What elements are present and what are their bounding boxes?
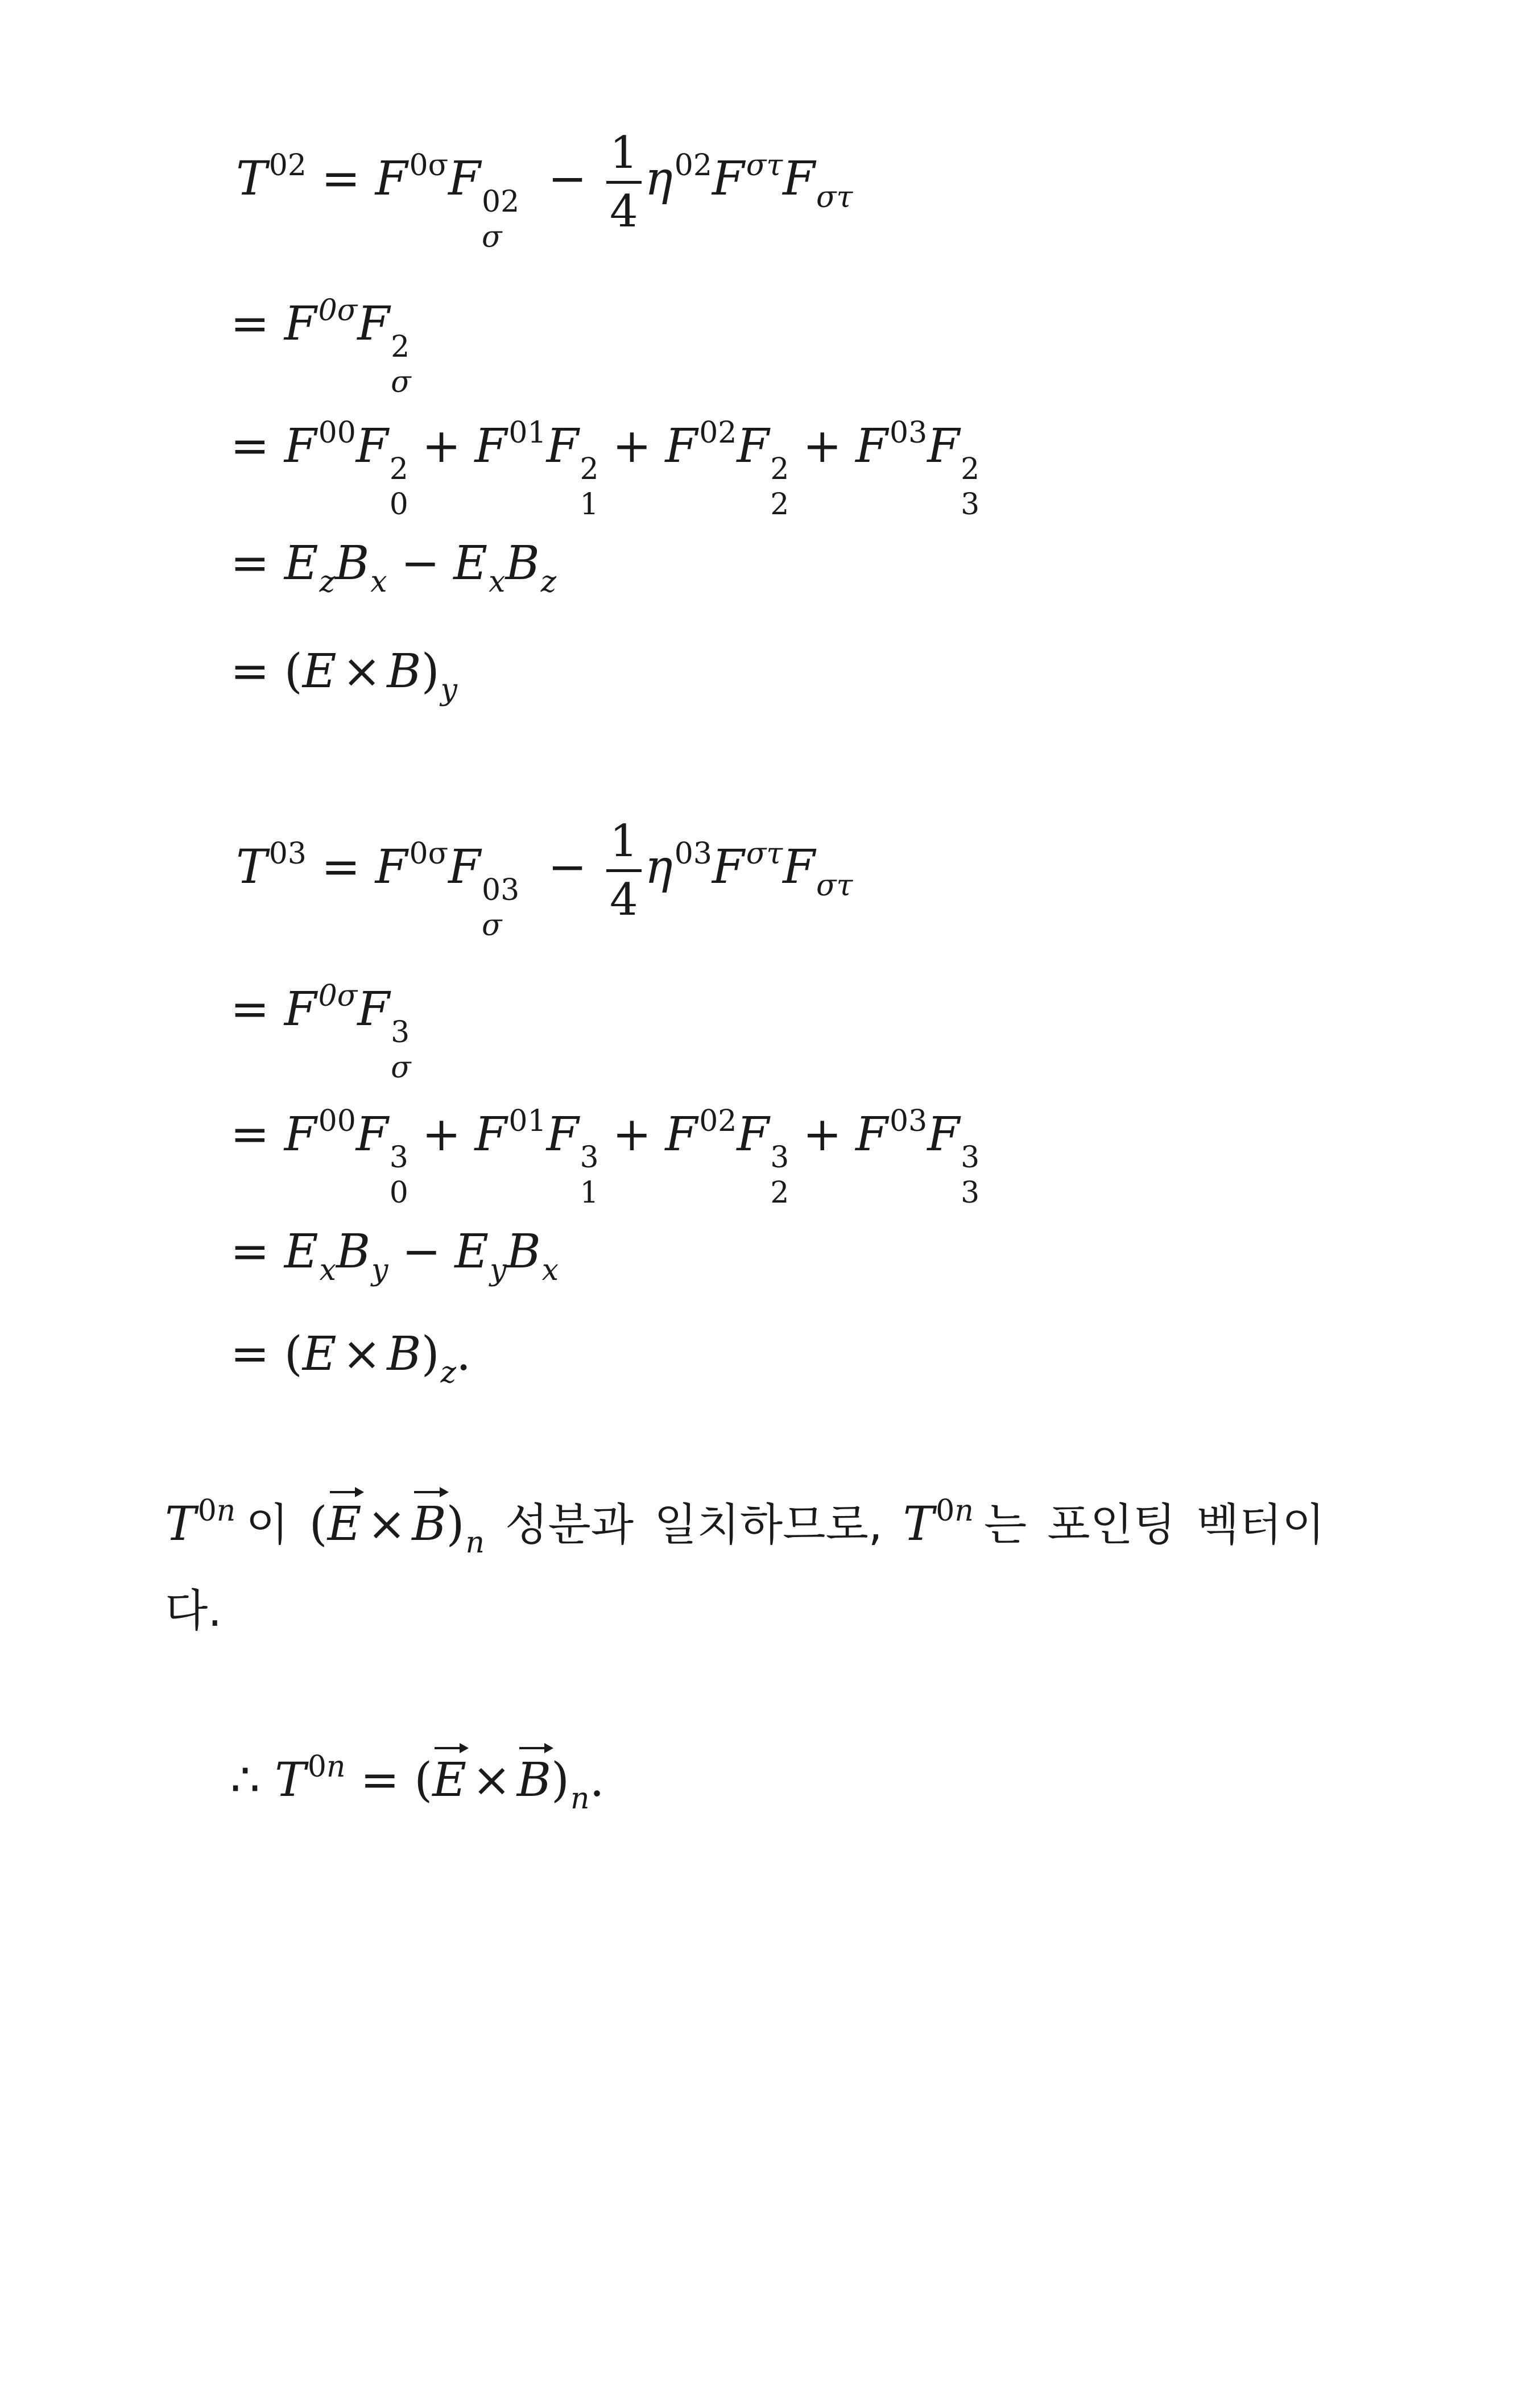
poynting-explanation-paragraph: $T^{0n}$ 이 $(E \times B)_n$ 성분과 일치하므로, $T^{0n}$ 는 포인팅 벡터이: [165, 1494, 1325, 1560]
paragraph-text-6: 벡터이: [1196, 1500, 1325, 1551]
t02-line-3: = $F^{00}F$ 2 0 + $F^{01}F$ 2 1 + $F^{02}F$ 2 2 + $F^{03}F$ 2 3: [230, 416, 980, 522]
one-quarter-fraction: $\frac{1}{4}$: [606, 131, 642, 234]
t03-line-3: = $F^{00}F$ 3 0 + $F^{01}F$ 3 1 + $F^{02}F$ 3 2 + $F^{03}F$ 3 3: [230, 1104, 980, 1210]
t02-line-4: = $E_zB_x - E_xB_z$: [230, 536, 557, 599]
paragraph-text-4: 는: [983, 1500, 1027, 1551]
paragraph-text-5: 포인팅: [1047, 1500, 1176, 1551]
t02-lhs: $T^{02}$: [236, 148, 307, 206]
paragraph-text-2: 성분과: [505, 1500, 634, 1551]
t02-line-2: = $F^{0\sigma}F$ 2 σ: [230, 294, 411, 399]
t03-line-2: = $F^{0\sigma}F$ 3 σ: [230, 979, 411, 1085]
t03-definition-line: $T^{03} = F^{0\sigma}F$ 03 σ − $\frac{1}{4}$ $\eta^{03}F^{\sigma\tau}F_{\sigma\tau}$: [236, 816, 853, 943]
t03-line-5: = $(E \times B)_z$.: [230, 1327, 472, 1390]
paragraph-text-3: 일치하므로,: [654, 1500, 883, 1551]
t02-line-5: = $(E \times B)_y$: [230, 645, 457, 707]
paragraph-line-2: [165, 1585, 1422, 1637]
t02-definition-line: $T^{02} = F^{0\sigma}F$ 02 σ − $\frac{1}{4}$ $\eta^{02}F^{\sigma\tau}F_{\sigma\tau}$: [236, 127, 853, 254]
t03-line-4: = $E_xB_y - E_yB_x$: [230, 1225, 559, 1287]
paragraph-text-1: 이: [246, 1500, 289, 1551]
t03-lhs: $T^{03}$: [236, 837, 307, 894]
paragraph-text-7: 다.: [165, 1585, 222, 1637]
t0n-symbol: $T^{0n}$: [165, 1494, 236, 1551]
therefore-symbol: ∴: [230, 1753, 260, 1807]
conclusion-equation: ∴ $T^{0n} = (E \times B)_n$.: [230, 1750, 605, 1816]
